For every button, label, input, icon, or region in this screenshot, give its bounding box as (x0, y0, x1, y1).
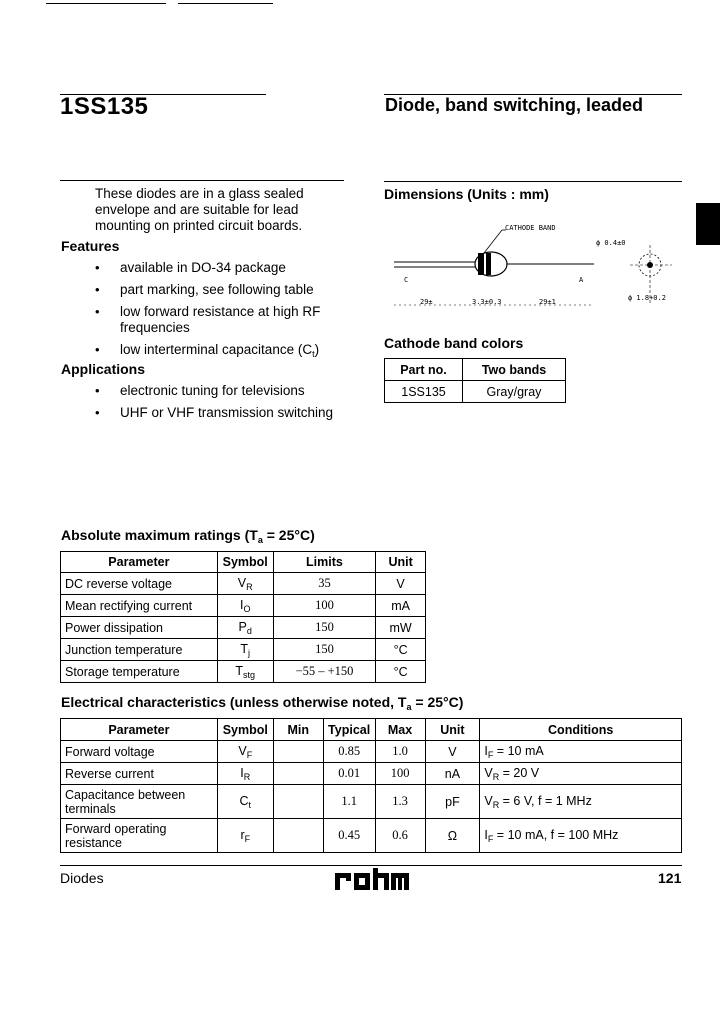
body-length-label: 3.3±0.3 (472, 298, 502, 306)
table-cell (273, 785, 323, 819)
table-row (61, 741, 682, 763)
elec-heading (61, 694, 463, 712)
table-cell: V (425, 741, 480, 763)
feature-item-line: frequencies (120, 320, 190, 335)
elec-table (60, 718, 682, 853)
cond-sub: R (492, 771, 500, 782)
symbol-sub: j (248, 647, 251, 658)
bullet-icon: • (95, 405, 100, 420)
table-cell: °C (376, 639, 426, 661)
left-lead-length-label: 29± (420, 298, 433, 306)
top-rule-right (178, 3, 273, 4)
table-row (61, 819, 682, 853)
cond-sub: F (487, 749, 494, 760)
intro-line: mounting on printed circuit boards. (95, 218, 303, 233)
intro-line: envelope and are suitable for lead (95, 202, 299, 217)
table-cell: Junction temperature (61, 639, 218, 661)
dimensions-rule (384, 181, 682, 182)
section-tab-marker (696, 203, 720, 245)
table-row (61, 573, 426, 595)
table-header: Max (375, 719, 425, 741)
feature-item-line: low forward resistance at high RF (120, 304, 321, 319)
table-cell (217, 595, 273, 617)
table-cell: 0.01 (323, 763, 375, 785)
part-number: 1SS135 (60, 93, 149, 120)
symbol: r (240, 827, 245, 842)
symbol-sub: F (246, 749, 253, 760)
symbol-sub: F (244, 833, 251, 844)
cond-tail: = 10 mA (493, 743, 544, 758)
features-heading: Features (61, 238, 120, 254)
table-cell: 0.85 (323, 741, 375, 763)
table-cell: V (376, 573, 426, 595)
table-cell (273, 741, 323, 763)
table-cell (480, 819, 682, 853)
cond-tail: = 10 mA, f = 100 MHz (493, 827, 619, 842)
table-cell (217, 661, 273, 683)
feature-item: part marking, see following table (120, 282, 314, 297)
table-row (61, 785, 682, 819)
abs-max-heading (61, 527, 315, 545)
cond-tail: = 20 V (499, 765, 540, 780)
symbol-sub: R (243, 771, 251, 782)
feature-item (120, 342, 319, 362)
application-item: UHF or VHF transmission switching (120, 405, 334, 420)
table-cell (480, 785, 682, 819)
table-header: Limits (273, 552, 376, 573)
table-cell: 1.0 (375, 741, 425, 763)
cond: I (484, 743, 488, 758)
table-row (61, 639, 426, 661)
table-cell (273, 819, 323, 853)
cathode-band-heading: Cathode band colors (384, 335, 524, 351)
table-header: Symbol (217, 552, 273, 573)
param-line: terminals (65, 801, 116, 816)
feature-item (120, 304, 320, 336)
table-cell: 0.6 (375, 819, 425, 853)
anode-lead-label: A (579, 276, 584, 284)
table-cell: Gray/gray (462, 381, 565, 403)
table-cell (273, 763, 323, 785)
bullet-icon: • (95, 342, 100, 357)
footer-rule (60, 865, 682, 866)
footer-category: Diodes (60, 870, 104, 886)
table-cell: mA (376, 595, 426, 617)
elec-heading-sub: a (406, 702, 412, 712)
applications-heading: Applications (61, 361, 146, 377)
symbol-sub: d (246, 625, 252, 636)
table-row (61, 617, 426, 639)
table-cell: 150 (273, 617, 376, 639)
table-row (61, 661, 426, 683)
elec-heading-tail: = 25°C) (411, 694, 464, 710)
table-cell: mW (376, 617, 426, 639)
cathode-lead-label: C (404, 276, 409, 284)
intro-rule (60, 180, 344, 181)
table-cell: 0.45 (323, 819, 375, 853)
feature-item-tail: ) (314, 342, 320, 357)
top-rule-left (46, 3, 166, 4)
table-cell (480, 741, 682, 763)
cond: V (484, 793, 493, 808)
body-diameter-label: ϕ 1.8+0.2 (628, 294, 666, 302)
table-cell: 100 (273, 595, 376, 617)
intro-paragraph (95, 186, 304, 234)
table-cell: 100 (375, 763, 425, 785)
symbol: I (240, 765, 244, 780)
bullet-icon: • (95, 260, 100, 275)
table-cell (217, 819, 273, 853)
param-line: Forward voltage (65, 744, 155, 759)
table-header: Typical (323, 719, 375, 741)
cathode-band-label: CATHODE BAND (505, 224, 556, 232)
table-header: Min (273, 719, 323, 741)
table-cell: Mean rectifying current (61, 595, 218, 617)
bullet-icon: • (95, 282, 100, 297)
table-cell: −55 – +150 (273, 661, 376, 683)
elec-heading-text: Electrical characteristics (unless otherwise noted, T (61, 694, 407, 710)
table-cell (217, 785, 273, 819)
table-header: Two bands (462, 359, 565, 381)
table-cell: Storage temperature (61, 661, 218, 683)
symbol: V (237, 575, 247, 590)
rohm-logo (335, 868, 409, 890)
symbol: C (239, 793, 249, 808)
symbol-sub: stg (243, 669, 256, 680)
page-title: Diode, band switching, leaded (385, 95, 644, 115)
table-cell (217, 573, 273, 595)
table-cell: °C (376, 661, 426, 683)
right-lead-length-label: 29±1 (539, 298, 556, 306)
table-header: Parameter (61, 552, 218, 573)
feature-item-text: low interterminal capacitance (C (120, 342, 313, 357)
symbol: T (235, 663, 244, 678)
table-cell (61, 763, 218, 785)
abs-max-heading-sub: a (257, 535, 263, 545)
table-cell: 1.3 (375, 785, 425, 819)
abs-max-heading-tail: = 25°C) (262, 527, 315, 543)
table-cell: nA (425, 763, 480, 785)
cond: V (484, 765, 493, 780)
abs-max-table (60, 551, 426, 683)
table-cell: 1.1 (323, 785, 375, 819)
cond-sub: R (492, 799, 500, 810)
table-header: Unit (425, 719, 480, 741)
table-cell (217, 617, 273, 639)
feature-item: available in DO-34 package (120, 260, 286, 275)
table-cell (61, 819, 218, 853)
table-cell: 1SS135 (385, 381, 463, 403)
cond-tail: = 6 V, f = 1 MHz (499, 793, 592, 808)
symbol: V (238, 743, 247, 758)
table-cell (61, 785, 218, 819)
param-line: Forward operating (65, 821, 167, 836)
table-cell: 150 (273, 639, 376, 661)
symbol-sub: t (248, 799, 252, 810)
table-cell (217, 639, 273, 661)
table-cell: Ω (425, 819, 480, 853)
symbol-sub: O (243, 603, 251, 614)
diode-drawing (384, 215, 682, 315)
table-header: Symbol (217, 719, 273, 741)
page-number: 121 (658, 870, 682, 886)
table-row (61, 595, 426, 617)
feature-item-sub: t (312, 349, 315, 359)
param-line: resistance (65, 835, 122, 850)
table-cell: pF (425, 785, 480, 819)
symbol-sub: R (246, 581, 253, 592)
table-cell (480, 763, 682, 785)
application-item: electronic tuning for televisions (120, 383, 305, 398)
table-cell (217, 763, 273, 785)
param-line: Capacitance between (65, 787, 186, 802)
symbol: I (239, 597, 244, 612)
abs-max-heading-text: Absolute maximum ratings (T (61, 527, 258, 543)
symbol: T (240, 641, 249, 656)
cond-sub: F (487, 833, 494, 844)
cathode-band-table (384, 358, 566, 403)
table-cell: DC reverse voltage (61, 573, 218, 595)
bullet-icon: • (95, 383, 100, 398)
table-header: Parameter (61, 719, 218, 741)
table-row (61, 763, 682, 785)
dimensions-heading: Dimensions (Units : mm) (384, 186, 549, 202)
table-cell (61, 741, 218, 763)
table-header: Unit (376, 552, 426, 573)
lead-diameter-label: ϕ 0.4±0 (596, 239, 626, 247)
bullet-icon: • (95, 304, 100, 319)
param-line: Reverse current (65, 766, 154, 781)
table-header: Part no. (385, 359, 463, 381)
intro-line: These diodes are in a glass sealed (95, 186, 304, 201)
table-cell: 35 (273, 573, 376, 595)
cond: I (484, 827, 488, 842)
table-header: Conditions (480, 719, 682, 741)
symbol: P (238, 619, 247, 634)
table-cell (217, 741, 273, 763)
table-cell: Power dissipation (61, 617, 218, 639)
